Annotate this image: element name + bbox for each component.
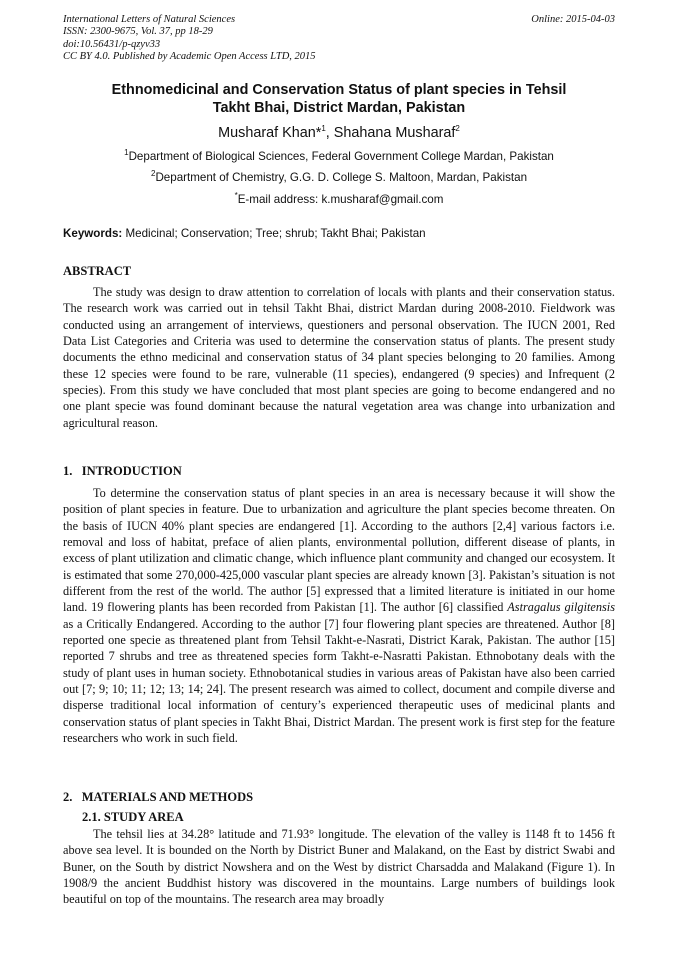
title-line-2: Takht Bhai, District Mardan, Pakistan <box>212 99 466 116</box>
affiliation-2-text: Department of Chemistry, G.G. D. College S. Maltoon, Mardan, Pakistan <box>155 171 528 184</box>
affiliation-1-mark: 1 <box>124 148 129 158</box>
author-separator: , <box>325 125 334 141</box>
issn-line: ISSN: 2300-9675, Vol. 37, pp 18-29 <box>63 26 213 38</box>
affiliation-2 <box>63 171 615 185</box>
methods-heading: 2. MATERIALS AND METHODS <box>63 790 254 804</box>
title-line-1: Ethnomedicinal and Conservation Status of plant species in Tehsil <box>111 82 567 98</box>
introduction-body <box>63 485 615 747</box>
introduction-heading: 1. INTRODUCTION <box>63 464 182 478</box>
doi-line: doi:10.56431/p-qzyv33 <box>63 38 161 50</box>
abstract-body: The study was design to draw attention to correlation of locals with plants and their conservation status. The research work was carried out in tehsil Takht Bhai, district Mardan during 2008-2010. Fieldwork was conducted using an arrangement of interviews, questioners and personal observation. The IUCN 2001, Red Data List Categories and Criteria was used to determine the conservation status of plants. The present study documents the ethno medicinal and conservation status of 34 plant species belonging to 20 families. Among these 12 species were found to be rare, vulnerable (11 species), endangered (9 species) and Infrequent (2 species). From this study we have concluded that most plant species are going to become endangered and no one plant specie was found dominant because the natural vegetation area was change into urbanization and agricultural reason. <box>63 285 615 430</box>
affiliation-1 <box>63 150 615 164</box>
keywords <box>63 227 615 241</box>
study-area-subheading: 2.1. STUDY AREA <box>82 810 184 824</box>
study-area-body: The tehsil lies at 34.28° latitude and 71.93° longitude. The elevation of the valley is 1148 ft to 1456 ft above sea level. It is bounded on the North by District Buner and Malakand, on the East by district Swabi and Buner, on the South by district Nowshera and on the West by district Charsadda and Malakand (Figure 1). In 1908/9 the ancient Buddhist history was discovered in the mountains. Large numbers of buildings look beautiful on top of the mountains. The research area may broadly <box>63 827 615 907</box>
affiliation-2-mark: 2 <box>150 169 156 179</box>
species-name: Astragalus gilgitensis <box>507 600 615 615</box>
author-list <box>63 124 615 142</box>
email-mark: * <box>234 191 238 201</box>
email-text: E-mail address: k.musharaf@gmail.com <box>237 193 444 206</box>
paper-title <box>63 82 615 117</box>
introduction-text-part-1: To determine the conservation status of plant species in an area is necessary because it will show the position of plant species in feature. Due to urbanization and agriculture the plant species become threaten. On the basis of IUCN 40% plant species are endangered [1]. According to the authors [2,4] various factors i.e. removal and loss of habitat, preface of alien plants, environmental pollution, different disease of plants, in excess of plant utilization and climatic change, which influence plant community and changed our ecosystem. It is estimated that some 270,000-425,000 vascular plant species are already known [3]. Pakistan’s situation is not different from the rest of the world. The author [5] expressed that a limited literature is initiated in our home land. 19 flowering plants has been recorded from Pakistan [1]. The author [6] classified <box>63 486 615 615</box>
keywords-label: Keywords: <box>63 227 123 240</box>
author-1: Musharaf Khan* <box>218 125 322 141</box>
author-2: Shahana Musharaf <box>333 125 456 141</box>
online-date: Online: 2015-04-03 <box>531 14 615 25</box>
introduction-text-part-2: as a Critically Endangered. According to the author [7] four flowering plant species are threatened. Author [8] reported one specie as threatened plant from Tehsil Takht-e-Nasrati, District Karak, Pakistan. The author [15] reported 7 shrubs and tree as threatened species form Takht-e-Nasratti Pakistan. Ethnobotany deals with the study of plant uses in human society. Ethnobotanical studies in various areas of Pakistan have also been carried out [7; 9; 10; 11; 12; 13; 14; 24]. The present research was aimed to collect, document and compile diverse and disperse traditional local information of century’s experienced therapeutic uses of medicinal plants and conservation status of plant species in Takht Bhai, District Mardan. The present work is first step for the feature researchers who work in such field. <box>63 616 615 746</box>
corresponding-email <box>63 193 615 207</box>
affiliation-1-text: Department of Biological Sciences, Federal Government College Mardan, Pakistan <box>128 150 554 163</box>
abstract-heading: ABSTRACT <box>63 264 132 278</box>
author-1-affiliation-mark: 1 <box>321 124 326 134</box>
journal-header <box>63 14 615 64</box>
keywords-list: Medicinal; Conservation; Tree; shrub; Takht Bhai; Pakistan <box>122 227 426 240</box>
author-2-affiliation-mark: 2 <box>455 124 460 134</box>
license-line: CC BY 4.0. Published by Academic Open Access LTD, 2015 <box>63 51 316 63</box>
journal-name: International Letters of Natural Sciences <box>63 14 236 25</box>
